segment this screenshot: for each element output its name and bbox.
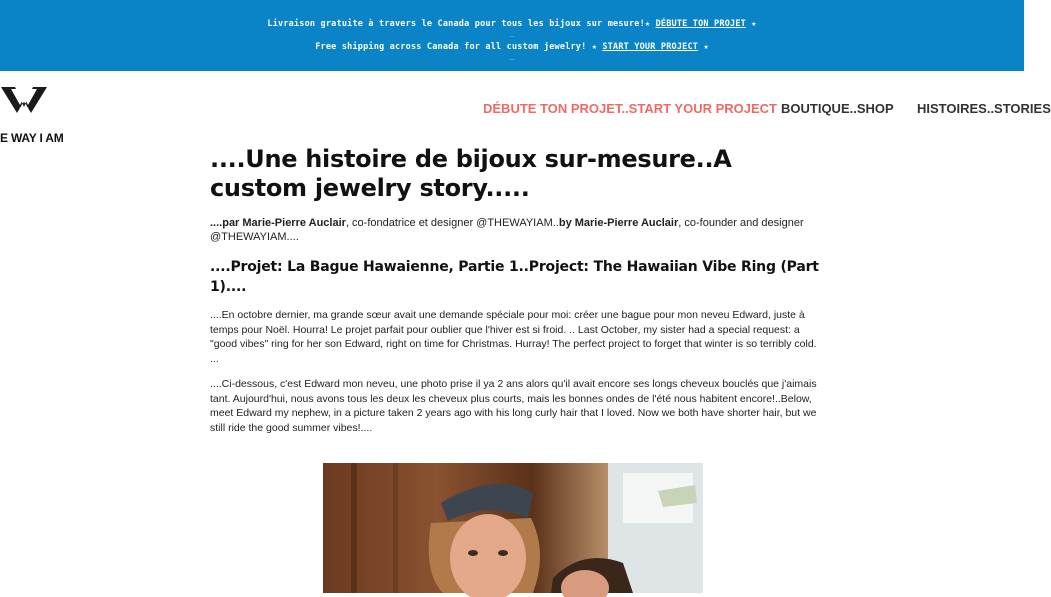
article-paragraph: ....Ci-dessous, c'est Edward mon neveu, une photo prise il ya 2 ans alors qu'il avait encore ses longs cheveux bouclés que j'aimais tant. Aujourd'hui, nous avons tous les deux les cheveux plus courts, mais les bonnes ondes de l'été nous habitent encore!..Below, meet Edward my nephew, in a picture taken 2 years ago with his long curly hair that I loved. Now we both have shorter hair, but we still ride the good summer vibes!.... <box>210 378 817 434</box>
byline-author-en: by Marie-Pierre Auclair <box>558 217 679 229</box>
article-photo <box>323 463 703 593</box>
star-icon: ★ <box>703 42 709 52</box>
article-paragraph: ....En octobre dernier, ma grande sœur avait une demande spéciale pour moi: créer une bague pour mon neveu Edward, juste à temps pour Noël. Hourra! Le projet parfait pour oublier que l'hiver est si froid. .. Last October, my sister had a special request: a "good vibes" ring for her son Edward, right on time for Christmas. Hurray! The perfect project to forget that winter is so terribly cold. ... <box>210 309 817 365</box>
start-project-link-en[interactable]: START YOUR PROJECT <box>602 42 699 52</box>
announcement-en-text: Free shipping across Canada for all custom jewelry! ★ <box>315 42 598 52</box>
article-subhead: ....Projet: La Bague Hawaienne, Partie 1..Project: The Hawaiian Vibe Ring (Part 1).... <box>210 259 819 295</box>
star-icon: ★ <box>751 19 757 29</box>
nav-stories[interactable]: HISTOIRES..STORIES <box>917 101 1051 116</box>
announcement-separator: .. <box>510 32 514 39</box>
nav-shop[interactable]: BOUTIQUE..SHOP <box>781 101 894 116</box>
article-title: ....Une histoire de bijoux sur-mesure..A custom jewelry story..... <box>210 145 732 202</box>
site-header <box>0 71 1051 145</box>
byline-role-en: , co-founder and designer @THEWAYIAM.... <box>210 217 804 243</box>
byline-role-fr: , co-fondatrice et designer @THEWAYIAM.. <box>345 217 559 229</box>
byline <box>210 216 820 244</box>
logo[interactable] <box>0 85 70 145</box>
photo-image <box>323 463 703 593</box>
nav-start-project[interactable]: DÉBUTE TON PROJET..START YOUR PROJECT <box>483 101 777 116</box>
start-project-link-fr[interactable]: DÉBUTE TON PROJET <box>655 19 746 29</box>
announcement-en <box>0 42 1024 52</box>
logo-text: E WAY I AM <box>0 131 64 145</box>
article <box>210 141 820 435</box>
announcement-separator: ... <box>509 55 515 62</box>
announcement-bar <box>0 0 1024 71</box>
announcement-fr-text: Livraison gratuite à travers le Canada pour tous les bijoux sur mesure!★ <box>267 19 651 29</box>
announcement-fr <box>0 19 1024 29</box>
logo-mark-icon <box>1 85 47 115</box>
byline-author-fr: ....par Marie-Pierre Auclair <box>210 217 346 229</box>
